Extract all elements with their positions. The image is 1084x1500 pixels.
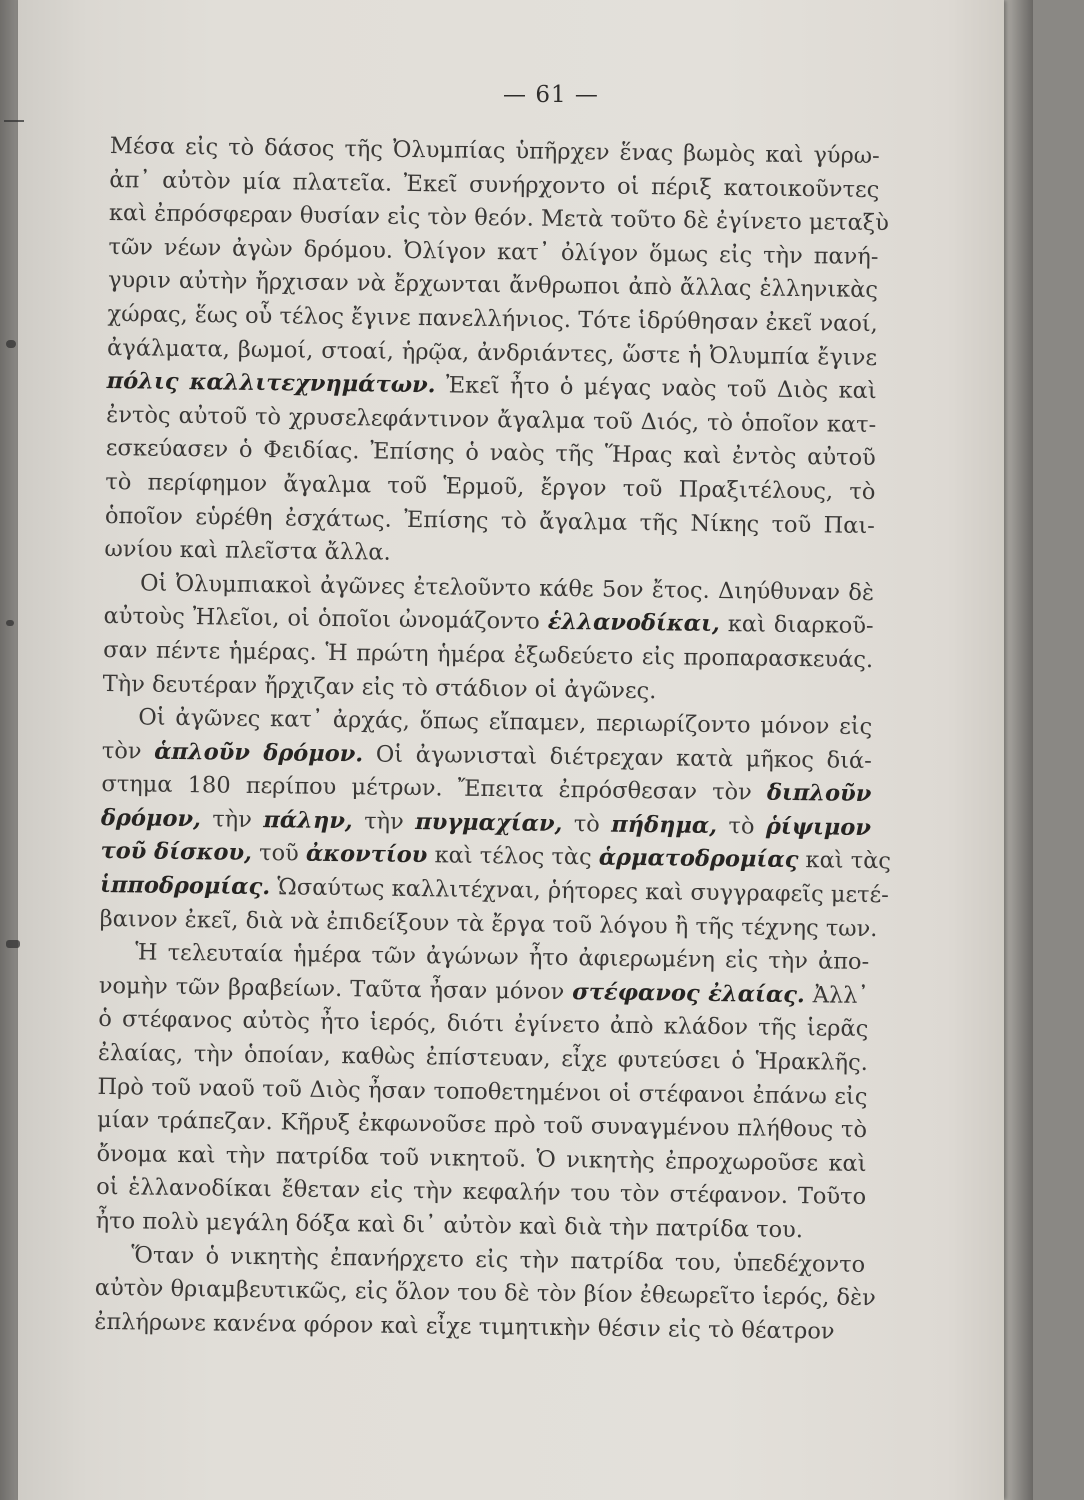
line-text: γυριν αὐτὴν ἤρχισαν νὰ ἔρχωνται ἄνθρωποι ἀπὸ ἄλλας ἑλληνικὰς bbox=[107, 267, 879, 304]
line-text: τὸν bbox=[101, 737, 155, 765]
emphasized-term: στέφανος ἐλαίας. bbox=[572, 978, 805, 1009]
line-text: Τὴν δευτέραν ἤρχιζαν εἰς τὸ στάδιον οἱ ἀγῶνες. bbox=[102, 670, 657, 704]
line-text: τὴν bbox=[352, 808, 416, 835]
line-text: τοῦ bbox=[251, 840, 307, 868]
emphasized-term: ἁπλοῦν δρόμον. bbox=[154, 738, 364, 768]
line-text: ὄνομα καὶ τὴν πατρίδα τοῦ νικητοῦ. Ὁ νικητὴς ἐπροχωροῦσε καὶ bbox=[96, 1140, 867, 1177]
margin-mark bbox=[6, 940, 20, 948]
line-text: Οἱ ἀγῶνες κατ᾿ ἀρχάς, ὅπως εἴπαμεν, περιωρίζοντο μόνον εἰς bbox=[138, 704, 873, 741]
line-text: Ἡ τελευταία ἡμέρα τῶν ἀγώνων ἦτο ἀφιερωμένη εἰς τὴν ἀπο- bbox=[135, 939, 870, 976]
line-text: ἦτο πολὺ μεγάλη δόξα καὶ δι᾿ αὐτὸν καὶ διὰ τὴν πατρίδα του. bbox=[95, 1207, 804, 1244]
line-text: Πρὸ τοῦ ναοῦ τοῦ Διὸς ἦσαν τοποθετημένοι οἱ στέφανοι ἐπάνω εἰς bbox=[97, 1073, 868, 1110]
line-text: μίαν τράπεζαν. Κῆρυξ ἐκφωνοῦσε πρὸ τοῦ συναγμένου πλήθους τὸ bbox=[96, 1107, 868, 1144]
line-text: ἀπ᾿ αὐτὸν μία πλατεῖα. Ἐκεῖ συνήρχοντο οἱ πέριξ κατοικοῦντες bbox=[109, 166, 880, 203]
line-text: ὁποῖον εὑρέθη ἐσχάτως. Ἐπίσης τὸ ἄγαλμα τῆς Νίκης τοῦ Παι- bbox=[104, 502, 876, 539]
emphasized-term: ἀκοντίου bbox=[305, 841, 428, 869]
emphasized-term: ἑλλανοδίκαι, bbox=[547, 609, 720, 638]
margin-mark bbox=[6, 340, 16, 348]
line-text: Οἱ ἀγωνισταὶ διέτρεχαν κατὰ μῆκος διά- bbox=[363, 741, 872, 774]
line-text: τῶν νέων ἀγὼν δρόμου. Ὀλίγον κατ᾿ ὀλίγον ὅμως εἰς τὴν πανή- bbox=[108, 233, 879, 270]
line-text: Ὅταν ὁ νικητὴς ἐπανήρχετο εἰς τὴν πατρίδα του, ὑπεδέχοντο bbox=[131, 1241, 866, 1278]
line-text: ἐπλήρωνε κανένα φόρον καὶ εἶχε τιμητικὴν θέσιν εἰς τὸ θέατρον bbox=[94, 1308, 835, 1345]
emphasized-term: πυγμαχίαν, bbox=[415, 808, 563, 837]
emphasized-term: ἱπποδρομίας. bbox=[99, 871, 271, 901]
line-text: τὸ bbox=[716, 812, 767, 840]
margin-mark bbox=[6, 620, 14, 626]
emphasized-term: ῥίψιμον bbox=[765, 813, 872, 841]
emphasized-term: ἁρματοδρομίας bbox=[598, 844, 799, 874]
line-text: καὶ τέλος τὰς bbox=[427, 842, 599, 871]
line-text: αὐτὸν θριαμβευτικῶς, εἰς ὅλον του δὲ τὸν βίον ἐθεωρεῖτο ἱερός, δὲν bbox=[94, 1275, 876, 1312]
line-text: καὶ τὰς bbox=[798, 847, 892, 875]
margin-mark bbox=[4, 120, 24, 122]
line-text: ἀγάλματα, βωμοί, στοαί, ἡρῷα, ἀνδριάντες, ὥστε ἡ Ὀλυμπία ἔγινε bbox=[106, 334, 878, 371]
line-text: τὸ bbox=[562, 810, 612, 838]
line-text: εσκεύασεν ὁ Φειδίας. Ἐπίσης ὁ ναὸς τῆς Ἥρας καὶ ἐντὸς αὐτοῦ bbox=[105, 435, 876, 472]
line-text: οἱ ἑλλανοδίκαι ἔθεταν εἰς τὴν κεφαλήν του τὸν στέφανον. Τοῦτο bbox=[95, 1174, 867, 1211]
line-text: ὁ στέφανος αὐτὸς ἦτο ἱερός, διότι ἐγίνετο ἀπὸ κλάδον τῆς ἱερᾶς bbox=[98, 1006, 869, 1043]
emphasized-term: πόλις καλλιτεχνημάτων. bbox=[106, 368, 436, 399]
book-page bbox=[18, 0, 1004, 1500]
line-text: βαινον ἐκεῖ, διὰ νὰ ἐπιδείξουν τὰ ἔργα τοῦ λόγου ἢ τῆς τέχνης των. bbox=[99, 905, 878, 942]
emphasized-term: τοῦ δίσκου, bbox=[100, 838, 253, 867]
line-text: αὐτοὺς Ἠλεῖοι, οἱ ὁποῖοι ὠνομάζοντο bbox=[103, 603, 548, 636]
emphasized-term: πάλην, bbox=[263, 806, 353, 835]
line-text: καὶ διαρκοῦ- bbox=[719, 611, 874, 640]
line-text: Οἱ Ὀλυμπιακοὶ ἀγῶνες ἐτελοῦντο κάθε 5ον ἔτος. Διηύθυναν δὲ bbox=[139, 570, 875, 606]
line-text: Ἐκεῖ ἦτο ὁ μέγας ναὸς τοῦ Διὸς καὶ bbox=[435, 372, 877, 405]
page-number: — 61 — bbox=[503, 82, 599, 108]
line-text: στημα 180 περίπου μέτρων. Ἔπειτα ἐπρόσθεσαν τὸν bbox=[101, 771, 768, 806]
line-text: Ἀλλ᾿ bbox=[804, 982, 869, 1009]
line-text: Μέσα εἰς τὸ δάσος τῆς Ὀλυμπίας ὑπῆρχεν ἕνας βωμὸς καὶ γύρω- bbox=[109, 132, 880, 170]
line-text: τὸ περίφημον ἄγαλμα τοῦ Ἑρμοῦ, ἔργον τοῦ Πραξιτέλους, τὸ bbox=[105, 468, 876, 505]
emphasized-term: διπλοῦν bbox=[766, 779, 872, 808]
line-text: ἐντὸς αὐτοῦ τὸ χρυσελεφάντινον ἄγαλμα τοῦ Διός, τὸ ὁποῖον κατ- bbox=[106, 401, 877, 438]
line-text: χώρας, ἕως οὗ τέλος ἔγινε πανελλήνιος. Τότε ἱδρύθησαν ἐκεῖ ναοί, bbox=[107, 300, 878, 338]
line-text: καὶ ἐπρόσφεραν θυσίαν εἰς τὸν θεόν. Μετὰ τοῦτο δὲ ἐγίνετο μεταξὺ bbox=[108, 200, 890, 237]
emphasized-term: δρόμον, bbox=[100, 804, 202, 833]
line-text: Ὡσαύτως καλλιτέχναι, ῥήτορες καὶ συγγραφεῖς μετέ- bbox=[269, 874, 889, 909]
line-text: ωνίου καὶ πλεῖστα ἄλλα. bbox=[104, 536, 391, 566]
line-text: τὴν bbox=[200, 806, 264, 833]
line-text: σαν πέντε ἡμέρας. Ἡ πρώτη ἡμέρα ἐξωδεύετο εἰς προπαρασκευάς. bbox=[103, 636, 874, 673]
line-text: ἐλαίας, τὴν ὁποίαν, καθὼς ἐπίστευαν, εἶχε φυτεύσει ὁ Ἡρακλῆς. bbox=[97, 1039, 869, 1077]
body-text bbox=[94, 130, 892, 1349]
emphasized-term: πήδημα, bbox=[611, 811, 718, 839]
line-text: νομὴν τῶν βραβείων. Ταῦτα ἦσαν μόνον bbox=[98, 972, 573, 1005]
